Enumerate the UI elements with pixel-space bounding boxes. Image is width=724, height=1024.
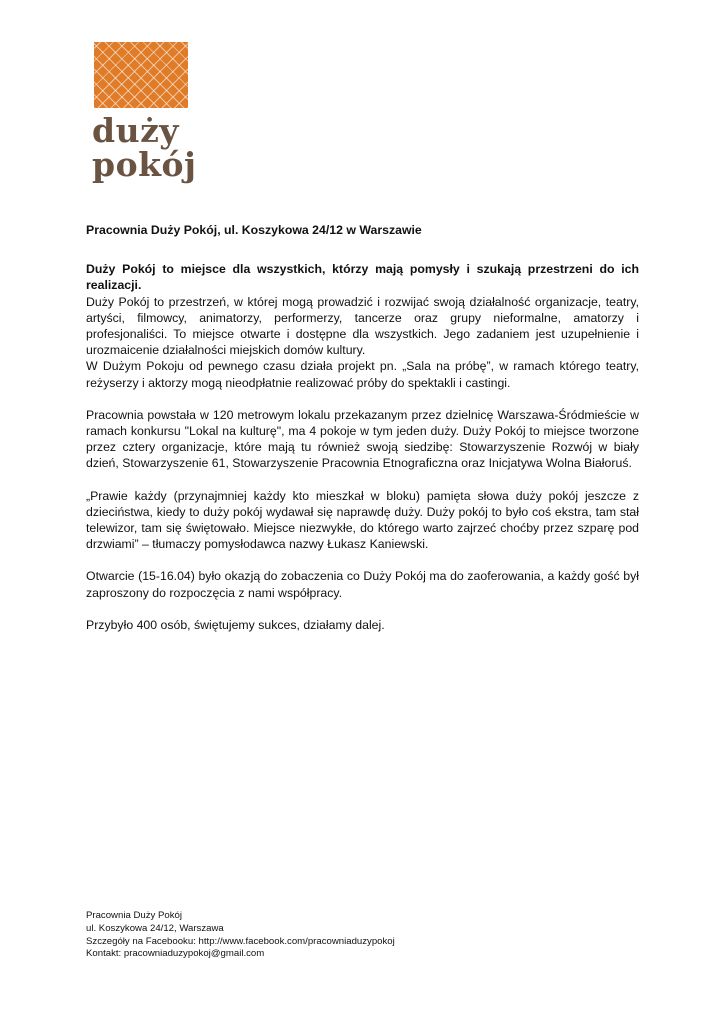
footer-name: Pracownia Duży Pokój [86, 910, 182, 921]
logo-line-1: duży [92, 111, 179, 150]
logo [86, 42, 197, 192]
paragraph-opening: Otwarcie (15-16.04) było okazją do zobaczenia co Duży Pokój ma do zaoferowania, a każdy gość był zaproszony do rozpoczęcia z nami współpracy. [86, 569, 639, 600]
intro-lead: Duży Pokój to miejsce dla wszystkich, którzy mają pomysły i szukają przestrzeni do ich realizacji. [86, 262, 639, 293]
paragraph-intro [86, 261, 639, 391]
footer-address: ul. Koszykowa 24/12, Warszawa [86, 922, 224, 934]
footer [86, 910, 639, 961]
logo-wordmark [92, 111, 200, 184]
document-body [86, 222, 639, 649]
paragraph-history: Pracownia powstała w 120 metrowym lokalu przekazanym przez dzielnicę Warszawa-Śródmieście w ramach konkursu "Lokal na kulturę", ma 4 pokoje w tym jeden duży. Duży Pokój to miejsce tworzone przez cztery organizacje, które mają tu również swoją siedzibę: Stowarzyszenie Rozwój w biały dzień, Stowarzyszenie 61, Stowarzyszenie Pracownia Etnograficzna oraz Inicjatywa Wolna Białoruś. [86, 407, 639, 471]
logo-line-2: pokój [92, 145, 197, 184]
intro-body-2: W Dużym Pokoju od pewnego czasu działa projekt pn. „Sala na próbę”, w ramach którego teatry, reżyserzy i aktorzy mogą nieodpłatnie realizować próby do spektakli i castingi. [86, 359, 639, 390]
footer-facebook: Szczegóły na Facebooku: http://www.facebook.com/pracowniaduzypokoj [86, 935, 395, 947]
document-title: Pracownia Duży Pokój, ul. Koszykowa 24/12 w Warszawie [86, 223, 422, 237]
logo-pattern-icon [94, 42, 188, 108]
paragraph-quote: „Prawie każdy (przynajmniej każdy kto mieszkał w bloku) pamięta słowa duży pokój jeszcze z dzieciństwa, kiedy to duży pokój wydawał się naprawdę duży. Duży pokój to było coś ekstra, tam stał telewizor, tam się świętowało. Miejsce niezwykłe, do którego warto zajrzeć choćby przez szparę pod drzwiami” – tłumaczy pomysłodawca nazwy Łukasz Kaniewski. [86, 488, 639, 552]
footer-contact: Kontakt: pracowniaduzypokoj@gmail.com [86, 948, 265, 960]
intro-body: Duży Pokój to przestrzeń, w której mogą prowadzić i rozwijać swoją działalność organizacje, teatry, artyści, filmowcy, animatorzy, performerzy, tancerze oraz grupy nieformalne, amatorzy i profesjonaliści. To miejsce otwarte i dostępne dla wszystkich. Jego zadaniem jest uzupełnienie i urozmaicenie działalności miejskich domów kultury. [86, 294, 639, 358]
paragraph-summary: Przybyło 400 osób, świętujemy sukces, działamy dalej. [86, 617, 385, 632]
